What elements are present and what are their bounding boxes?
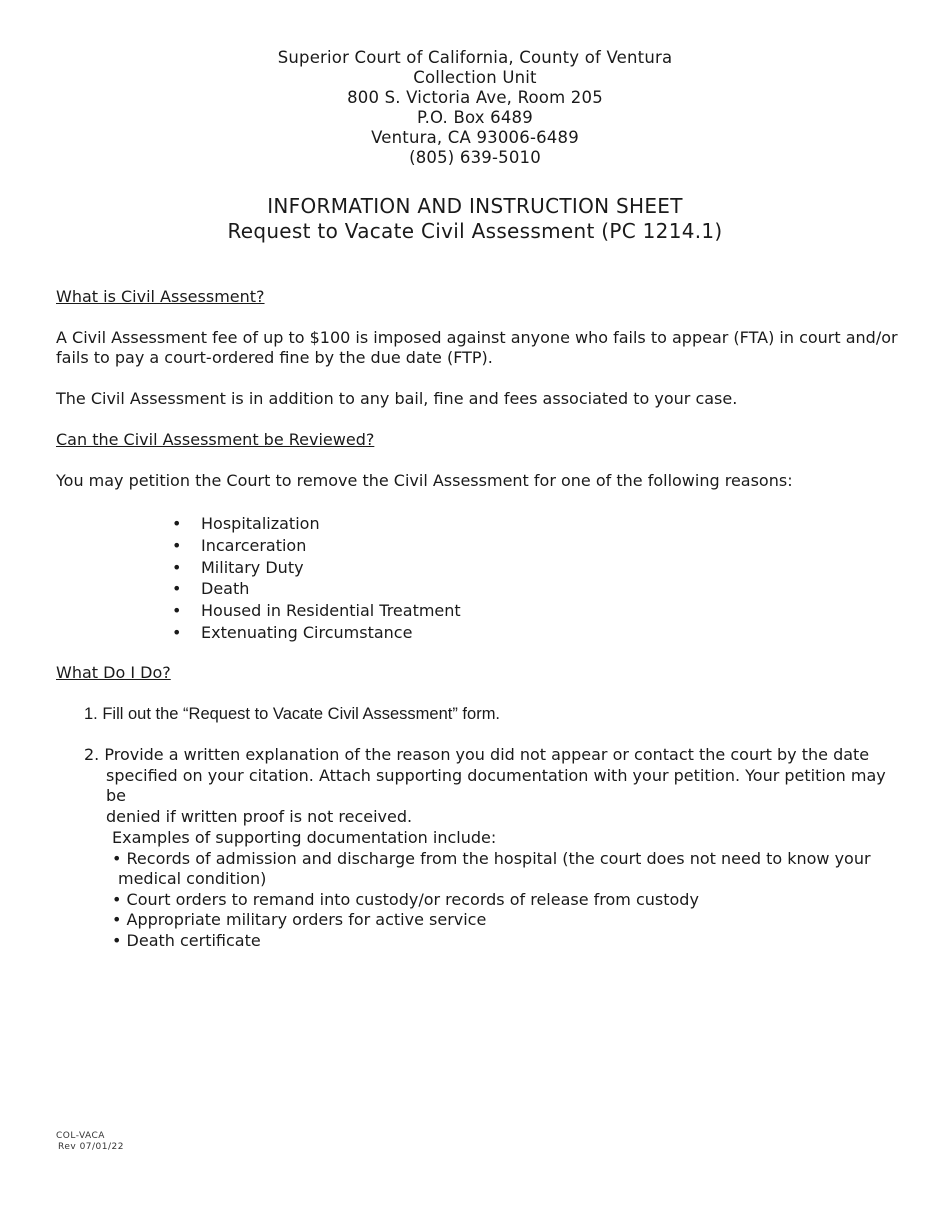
document-title (0, 194, 950, 244)
step-2-line-1: 2. Provide a written explanation of the reason you did not appear or contact the court by the date (84, 745, 870, 764)
example-hospital-line-2: medical condition) (118, 869, 267, 888)
list-item: • Housed in Residential Treatment (172, 600, 461, 622)
reasons-list (172, 513, 461, 644)
step-1: 1. Fill out the “Request to Vacate Civil Assessment” form. (84, 705, 501, 723)
title-line-2: Request to Vacate Civil Assessment (PC 1214.1) (227, 219, 723, 243)
form-code: COL-VACA (56, 1131, 105, 1141)
court-header (0, 48, 950, 168)
example-hospital-line-1: • Records of admission and discharge from the hospital (the court does not need to know your (112, 848, 871, 868)
revision-date: Rev 07/01/22 (58, 1142, 124, 1152)
example-military-orders: • Appropriate military orders for active service (112, 910, 487, 929)
list-item: • Incarceration (172, 535, 461, 557)
list-item: • Hospitalization (172, 513, 461, 535)
street-address: 800 S. Victoria Ave, Room 205 (347, 88, 603, 107)
petition-intro: You may petition the Court to remove the Civil Assessment for one of the following reasons: (56, 471, 793, 490)
examples-intro: Examples of supporting documentation include: (112, 828, 497, 847)
form-footer (56, 1131, 124, 1153)
civil-assessment-addition-note: The Civil Assessment is in addition to any bail, fine and fees associated to your case. (56, 389, 738, 408)
section-heading-what-do-i-do: What Do I Do? (56, 663, 171, 682)
step-2 (84, 745, 894, 827)
city-state-zip: Ventura, CA 93006-6489 (371, 128, 579, 147)
list-item: • Extenuating Circumstance (172, 622, 461, 644)
step-2-line-2: specified on your citation. Attach supporting documentation with your petition. Your petition may be (106, 765, 886, 805)
list-item: • Death (172, 578, 461, 600)
title-line-1: INFORMATION AND INSTRUCTION SHEET (267, 194, 683, 218)
unit-name: Collection Unit (413, 68, 537, 87)
supporting-documentation-examples (112, 828, 872, 951)
example-death-certificate: • Death certificate (112, 930, 261, 950)
section-heading-reviewed: Can the Civil Assessment be Reviewed? (56, 430, 375, 449)
po-box: P.O. Box 6489 (417, 108, 533, 127)
example-court-orders: • Court orders to remand into custody/or records of release from custody (112, 889, 699, 909)
court-name: Superior Court of California, County of Ventura (277, 48, 673, 67)
step-2-line-3: denied if written proof is not received. (106, 806, 413, 826)
section-heading-what-is: What is Civil Assessment? (56, 287, 265, 306)
civil-assessment-definition: A Civil Assessment fee of up to $100 is imposed against anyone who fails to appear (FTA) in court and/or fails to pay a court-ordered fine by the due date (FTP). (56, 328, 898, 367)
phone-number: (805) 639-5010 (409, 148, 541, 167)
list-item: • Military Duty (172, 557, 461, 579)
